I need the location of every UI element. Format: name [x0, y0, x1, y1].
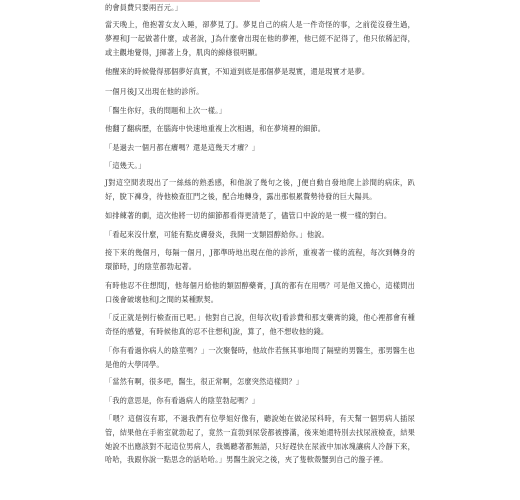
paragraph: 「反正就是例行檢查而已吧。」他對自己說，但每次收J看診費和那支藥膏的錢，他心裡都會有種奇怪的感覺，有時候他真的忍不住想和J說，算了，他不想收他的錢。 — [105, 313, 415, 336]
paragraph: 「喂？這個沒有耶，不過我們有位學姐好像有，聽說她在做泌尿科時，有天幫一個男病人插尿管，結果他在手術室就勃起了，竟然一直勃到尿袋都被撐滿，後來她還特別去找尿液檢查，結果她說不出應該對不起這位男病人，我媽聽著都無語，只好趕快在尿液中加冰塊讓病人冷靜下來，哈哈，我跟你說一點思念的話哈哈。」男醫生說完之後，夾了隻軟殼蟹到自己的盤子裡。 — [105, 414, 415, 465]
paragraph: 「這幾天。」 — [105, 161, 146, 170]
paragraph: 當天晚上，他抱著女友入睡，卻夢見了J。夢見自己的病人是一件奇怪的事，之前從沒發生過，夢裡和J一起做著什麼，或者說，J為什麼會出現在他的夢裡，他已經不記得了，他只依稀記得，或主觀地覺得，J揮著上身，肌肉的線條很明顯。 — [105, 20, 415, 57]
paragraph: 的會員費只要兩百元。」 — [105, 3, 183, 12]
paragraph: 如排練著的劇，這次他將一切的細節都看得更清楚了，儘管口中說的是一模一樣的對白。 — [105, 211, 392, 220]
paragraph: 「看起來沒什麼，可能有點皮膚發炎，我開一支類固醇給你。」他說。 — [105, 230, 329, 239]
paragraph: 他醒來的時候覺得那個夢好真實，不知道到底是那個夢是現實，還是現實才是夢。 — [105, 67, 370, 76]
paragraph: 「醫生你好，我的問題和上次一樣。」 — [105, 106, 227, 115]
paragraph: 他翻了翻病歷，在腦海中快速地重複上次相遇，和在夢境裡的細節。 — [105, 124, 326, 133]
paragraph: 「我的意思是，你有看過病人的陰莖勃起嗎？」 — [105, 396, 260, 405]
paragraph: 「你有看過你病人的陰莖嗎？」一次聚餐時，他故作若無其事地問了隔壁的男醫生，那男醫生也是他的大學同學。 — [105, 346, 415, 369]
paragraph: J對這空間表現出了一絲絲的熟悉感，和他說了幾句之後，J便自動自發地爬上診間的病床，趴好，脫下褲身，待他檢查肛門之後，配合地轉身，露出那根累贅勢待發的巨大陽具。 — [105, 178, 415, 201]
paragraph: 「當然有啊，很多吧，醫生，很正常啊，怎麼突然這樣問？」 — [105, 377, 304, 386]
paragraph: 有時他忍不住想問J，他每個月給他的類固醇藥膏，J真的都有在用嗎？可是他又擔心，這樣問出口後會破壞他和J之間的某種默契。 — [105, 281, 415, 304]
paragraph: 接下來的幾個月，每隔一個月，J都準時地出現在他的診所，重複著一樣的流程，每次到轉身的環節時，J的陰莖都勃起著。 — [105, 248, 415, 271]
paragraph: 「是過去一個月都在癢嗎？還是這幾天才癢？」 — [105, 143, 260, 152]
paragraph: 一個月後J又出現在他的診所。 — [105, 87, 204, 96]
